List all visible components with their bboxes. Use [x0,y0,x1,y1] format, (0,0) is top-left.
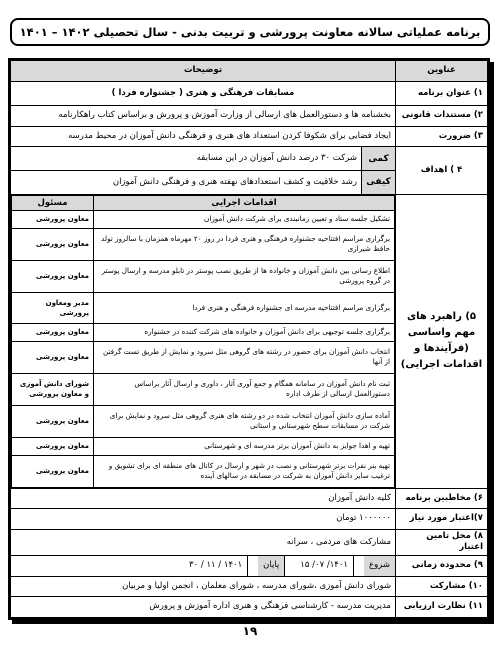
period-start-date: ۱۴۰۱/ ۰۷/ ۱۵ [300,560,348,571]
row-program-title-value: مسابقات فرهنگی و هنری ( جشنواره فردا ) [11,81,396,106]
row-period-value [11,556,396,577]
row-necessity-value: ایجاد فضایی برای شکوفا کردن استعداد های هنری و فرهنگی دانش آموزان در محیط مدرسه [11,126,396,147]
row-goals-label: ۴ ) اهداف [396,147,488,194]
actions-header: اقدامات اجرایی [94,195,395,210]
table-row [12,210,395,228]
page-title: برنامه عملیاتی سالانه معاونت پرورشی و تربیت بدنی - سال تحصیلی ۱۴۰۲ – ۱۴۰۱ [10,18,490,46]
row-participation-value: شورای دانش آموزی ،شورای مدرسه ، شورای معلمان ، انجمن اولیا و مربیان [11,576,396,597]
action-responsible: معاون پرورشی [12,323,94,341]
row-budget-value: ۱۰۰۰۰۰۰ تومان [11,509,396,530]
col-desc-header: توضیحات [11,61,396,82]
row-funding-label: ۸) محل تامین اعتبار [396,529,488,556]
action-text: تهیه و اهدا جوایز به دانش آموزان برتر مدرسه ای و شهرستانی [94,437,395,455]
row-evaluation-label: ۱۱) نظارت ارزیابی [396,597,488,618]
row-strategies-label: ۵) راهبرد های مهم واساسی (فرآیندها و اقدامات اجرایی) [396,194,488,488]
goal-qual-value: رشد خلاقیت و کشف استعدادهای نهفته هنری و فرهنگی دانش آموزان [112,176,357,187]
table-row [12,373,395,405]
action-text: آماده سازی دانش آموزان انتخاب شده در دو رشته های هنری گروهی مثل سرود و نمایش برای شرکت در مسابقات سطح شهرستانی و استانی [94,405,395,437]
table-row [12,292,395,323]
row-legal-docs-value: بخشنامه ها و دستورالعمل های ارسالی از وزارت آموزش و پرورش و براساس کتاب راهکارنامه [11,106,396,127]
row-evaluation-value: مدیریت مدرسه - کارشناسی فرهنگی و هنری اداره آموزش و پرورش [11,597,396,618]
action-responsible: معاون پرورشی [12,455,94,487]
row-period-label: ۹) محدوده زمانی [396,556,488,577]
period-end-date: ۱۴۰۱ / ۱۱ / ۳۰ [189,560,243,571]
action-responsible: معاون پرورشی [12,405,94,437]
row-strategies-value [11,194,396,488]
row-legal-docs-label: ۲) مستندات قانونی [396,106,488,127]
period-start-label: شروع [364,556,395,576]
divider [353,556,364,576]
row-participation-label: ۱۰) مشارکت [396,576,488,597]
action-responsible: مدیر ومعاون پرورشی [12,292,94,323]
goal-quant-value: شرکت ۳۰ درصد دانش آموزان در این مسابقه [196,152,357,163]
divider [284,556,295,576]
action-responsible: معاون پرورشی [12,341,94,373]
action-text: انتخاب دانش آموزان برای حضور در رشته های گروهی مثل سرود و نمایش از طریق تست گرفتن از آنها [94,341,395,373]
goal-qual-key: کیفی [361,171,395,194]
col-titles-header: عناوین [396,61,488,82]
actions-table [11,195,395,488]
action-responsible: شورای دانش آموزی و معاون پرورشی [12,373,94,405]
table-row [12,228,395,260]
table-row [12,455,395,487]
row-program-title-label: ۱) عنوان برنامه [396,81,488,106]
table-row [12,437,395,455]
row-goals-value [11,147,396,194]
program-table [10,60,488,618]
row-necessity-label: ۳) ضرورت [396,126,488,147]
action-text: تهیه بنر نفرات برتر شهرستانی و نصب در شهر و ارسال در کانال های منطقه ای برای تشویق و ترغیب سایر دانش آموزان به شرکت در مسابقه در سالهای آینده [94,455,395,487]
row-audience-label: ۶) مخاطبین برنامه [396,488,488,509]
action-responsible: معاون پرورشی [12,260,94,292]
action-responsible: معاون پرورشی [12,437,94,455]
table-row [12,323,395,341]
page-number: ۱۹ [242,624,258,638]
divider [247,556,258,576]
action-text: برگزاری مراسم افتتاحیه مدرسه ای جشنواره فرهنگی و هنری فردا [94,292,395,323]
action-responsible: معاون پرورشی [12,210,94,228]
action-text: برگزاری جلسه توجیهی برای دانش آموزان و خانواده های شرکت کننده در جشنواره [94,323,395,341]
goal-quant-key: کمی [361,147,395,170]
row-budget-label: ۷)اعتبار مورد نیاز [396,509,488,530]
resp-header: مسئول [12,195,94,210]
period-end-label: پایان [258,556,284,576]
action-text: اطلاع رسانی بین دانش آموزان و خانواده ها از طریق نصب پوستر در تابلو مدرسه و ارسال پوستر در گروه پرورشی [94,260,395,292]
row-funding-value: مشارکت های مردمی ، سرانه [11,529,396,556]
action-text: برگزاری مراسم افتتاحیه جشنواره فرهنگی و هنری فردا در روز ۲۰ مهرماه همزمان با سالروز تولد حافظ شیرازی [94,228,395,260]
action-text: ثبت نام دانش آموزان در سامانه همگام و جمع آوری آثار ، داوری و ارسال آثار براساس دستورالعمل ارسالی از طرف اداره [94,373,395,405]
action-responsible: معاون پرورشی [12,228,94,260]
table-row [12,341,395,373]
program-table-frame [8,58,490,620]
row-audience-value: کلیه دانش آموزان [11,488,396,509]
table-row [12,405,395,437]
action-text: تشکیل جلسه ستاد و تعیین زمانبندی برای شرکت دانش آموزان [94,210,395,228]
table-row [12,260,395,292]
